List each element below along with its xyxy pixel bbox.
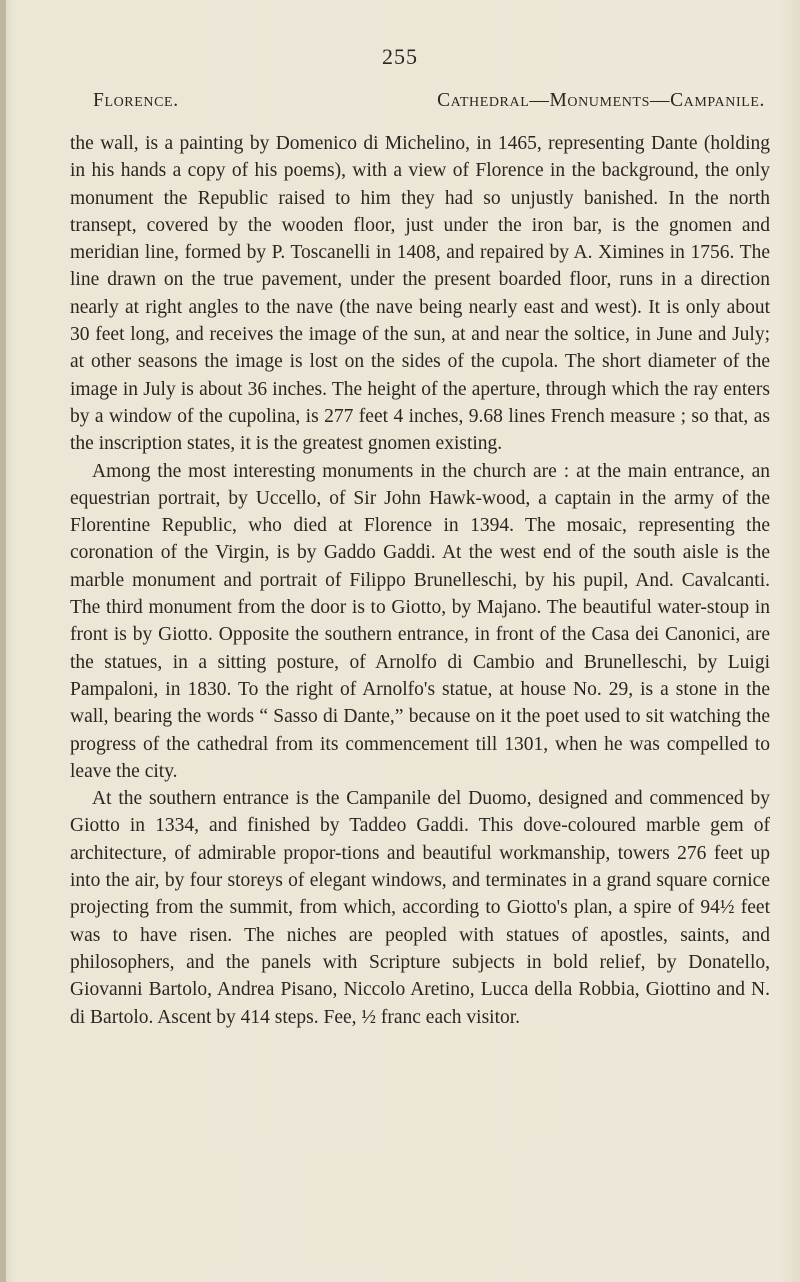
running-head xyxy=(93,90,765,112)
paragraph-monuments: Among the most interesting monuments in the church are : at the main entrance, an equestrian portrait, by Uccello, of Sir John Hawk-wood, a captain in the army of the Florentine Republic, who died at Florence in 1394. The mosaic, representing the coronation of the Virgin, is by Gaddo Gaddi. At the west end of the south aisle is the marble monument and portrait of Filippo Brunelleschi, by his pupil, And. Cavalcanti. The third monument from the door is to Giotto, by Majano. The beautiful water-stoup in front is by Giotto. Opposite the southern entrance, in front of the Casa dei Canonici, are the statues, in a sitting posture, of Arnolfo di Cambio and Brunelleschi, by Luigi Pampaloni, in 1830. To the right of Arnolfo's statue, at house No. 29, is a stone in the wall, bearing the words “ Sasso di Dante,” because on it the poet used to sit watching the progress of the cathedral from its commencement till 1301, when he was compelled to leave the city. xyxy=(70,460,770,782)
paragraph-gnomen: the wall, is a painting by Domenico di Michelino, in 1465, representing Dante (holding in his hands a copy of his poems), with a view of Florence in the background, the only monument the Republic raised to him they had so unjustly banished. In the north transept, covered by the wooden floor, just under the iron bar, is the gnomen and meridian line, formed by P. Toscanelli in 1408, and repaired by A. Ximines in 1756. The line drawn on the true pavement, under the present boarded floor, runs in a direction nearly at right angles to the nave (the nave being nearly east and west). It is only about 30 feet long, and receives the image of the sun, at and near the soltice, in June and July; at other seasons the image is lost on the sides of the cupola. The short diameter of the image in July is about 36 inches. The height of the aperture, through which the ray enters by a window of the cupolina, is 277 feet 4 inches, 9.68 lines French measure ; so that, as the inscription states, it is the greatest gnomen existing. xyxy=(70,133,770,455)
running-head-topics: Cathedral—Monuments—Campanile. xyxy=(437,90,765,111)
page-spine-edge xyxy=(0,0,6,1282)
page-number: 255 xyxy=(382,44,418,69)
running-head-place: Florence. xyxy=(93,90,179,111)
body-text xyxy=(70,130,770,1031)
paragraph-campanile: At the southern entrance is the Campanile del Duomo, designed and commenced by Giotto in 1334, and finished by Taddeo Gaddi. This dove-coloured marble gem of architecture, of admirable propor-tions and beautiful workmanship, towers 276 feet up into the air, by four storeys of elegant windows, and terminates in a grand square cornice projecting from the summit, from which, according to Giotto's plan, a spire of 94½ feet was to have risen. The niches are peopled with statues of apostles, saints, and philosophers, and the panels with Scripture subjects in bold relief, by Donatello, Giovanni Bartolo, Andrea Pisano, Niccolo Aretino, Lucca della Robbia, Giottino and N. di Bartolo. Ascent by 414 steps. Fee, ½ franc each visitor. xyxy=(70,788,770,1028)
